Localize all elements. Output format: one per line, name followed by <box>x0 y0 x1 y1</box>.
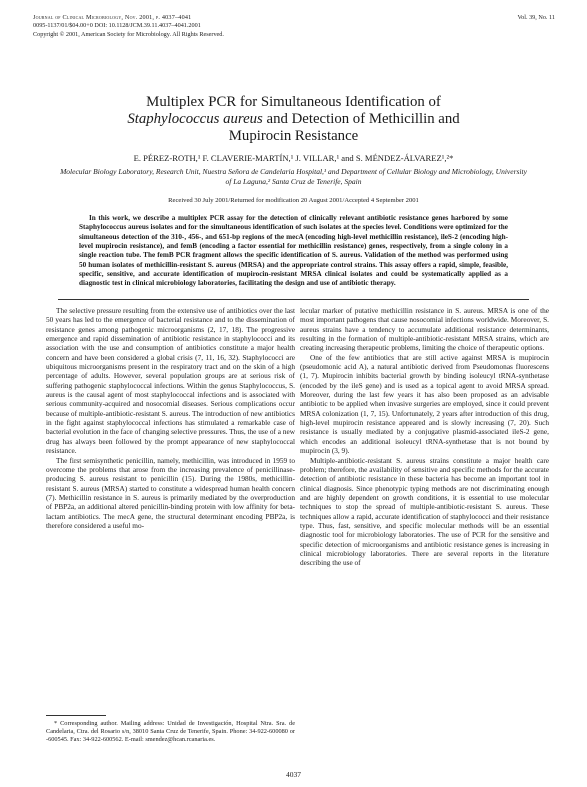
body-paragraph: The selective pressure resulting from the extensive use of antibiotics over the last 50 years has led to the emergence of bacterial resistance and to the dissemination of resistance genes among pathogenic microorganisms (2, 17, 18). The progressive emergence and rapid dissemination of antibiotic resistance in staphylococci and its association with the use and consumption of antibiotics constitute a major health concern and have been considered a global crisis (7, 11, 16, 32). Staphylococci are ubiquitous microorganisms present in the respiratory tract and on the skin of a high percentage of adults. However, several population groups are at serious risk of suffering pathogenic staphylococcal infections. Within the genus Staphylococcus, S. aureus is the causal agent of most staphylococcal infections and is associated with serious community-acquired and nosocomial diseases. Serious complications occur because of multiple-antibiotic-resistant S. aureus. The introduction of new antibiotics in the fight against staphylococcal infections has stimulated a remarkable case of bacterial evolution in the face of changing selective pressures. Thus, the use of a new drug has always been followed by the prompt appearance of new staphylococcal resistance. <box>46 306 295 456</box>
affiliations: Molecular Biology Laboratory, Research Unit, Nuestra Señora de Candelaria Hospital,¹ and Department of Cellular Biology and Microbiology, University of La Laguna,² Santa Cruz de Tenerife, Spain <box>60 167 527 186</box>
abstract-divider <box>58 299 529 300</box>
title-line-3: Mupirocin Resistance <box>228 128 359 144</box>
footnote-divider <box>46 715 106 716</box>
journal-header <box>33 14 555 39</box>
article-title <box>40 94 547 145</box>
abstract: In this work, we describe a multiplex PCR assay for the detection of clinically relevant antibiotic resistance genes harbored by some Staphylococcus aureus isolates and for the simultaneous identification of such isolates at the species level. Conditions were optimized for the simultaneous detection of the 310-, 456-, and 651-bp regions of the mecA (encoding high-level methicillin resistance), ileS-2 (encoding high-level mupirocin resistance), and femB (encoding a factor essential for methicillin resistance) genes, respectively, from a single colony in a single reaction tube. The femB PCR fragment allows the specific identification of S. aureus. Validation of the method was performed using 50 human isolates of methicillin-resistant S. aureus (MRSA) and the appropriate control strains. This assay offers a rapid, simple, feasible, specific, sensitive, and accurate identification of mupirocin-resistant MRSA clinical isolates and could be systematically applied as a diagnostic test in clinical microbiology laboratories, facilitating the design and use of antibiotic therapy. <box>79 214 508 288</box>
body-paragraph: Multiple-antibiotic-resistant S. aureus strains constitute a major health care problem; therefore, the availability of sensitive and specific methods for the accurate detection of antibiotic resistance in these bacteria has become an important tool in clinical diagnosis. Since phenotypic typing methods are not discriminating enough and are highly dependent on growth conditions, it is essential to use molecular techniques to stop the spread of multiple-antibiotic-resistant S. aureus. These techniques allow a rapid, accurate identification of staphylococci and their resistance type. Thus, fast, sensitive, and specific molecular methods will be an essential diagnostic tool for microbiology laboratories. The use of PCR for the sensitive and specific detection of microorganisms and antibiotic resistance genes is increasing in clinical microbiology laboratories. There are several reports in the literature describing the use of <box>300 455 549 568</box>
journal-citation: Journal of Clinical Microbiology, Nov. 2001, p. 4037–4041 <box>33 14 192 21</box>
right-column <box>300 306 549 568</box>
corresponding-author-footnote: * Corresponding author. Mailing address: Unidad de Investigación, Hospital Ntra. Sra. de Candelaria, Ctra. del Rosario s/n, 38010 Santa Cruz de Tenerife, Spain. Phone: 34-922-600080 or -600545. Fax: 34-922-600562. E-mail: smendez@hcan.rcanaria.es. <box>46 720 295 744</box>
volume-issue: Vol. 39, No. 11 <box>517 14 555 21</box>
received-dates: Received 30 July 2001/Returned for modification 20 August 2001/Accepted 4 September 2001 <box>168 197 419 204</box>
title-line-2 <box>40 111 547 128</box>
author-list: E. PÉREZ-ROTH,¹ F. CLAVERIE-MARTÍN,¹ J. VILLAR,¹ and S. MÉNDEZ-ÁLVAREZ¹,²* <box>133 153 454 163</box>
left-column <box>46 306 295 530</box>
title-line-1: Multiplex PCR for Simultaneous Identification of <box>146 94 441 110</box>
title-line-2-rest: and Detection of Methicillin and <box>262 111 460 127</box>
body-paragraph: One of the few antibiotics that are still active against MRSA is mupirocin (pseudomonic acid A), a natural antibiotic derived from Pseudomonas fluorescens (1, 7). Mupirocin inhibits bacterial growth by binding isoleucyl tRNA-synthetase (encoded by the ileS gene) and is used as a topical agent to avoid MRSA spread. Moreover, during the last few years it has also been proposed as an advisable antibiotic to be applied when invasive surgeries are employed, since it could prevent MRSA colonization (1, 7, 15). Unfortunately, 2 years after introduction of this drug, high-level mupirocin resistance appeared and is slowly increasing (7, 20). Such resistance is usually mediated by a conjugative plasmid-associated ileS-2 gene, which encodes an additional isoleucyl tRNA-synthetase that is not bound by mupirocin (3, 9). <box>300 352 549 456</box>
title-organism: Staphylococcus aureus <box>127 111 263 127</box>
issn-doi: 0095-1137/01/$04.00+0 DOI: 10.1128/JCM.39.11.4037–4041.2001 <box>33 22 201 30</box>
body-paragraph: lecular marker of putative methicillin resistance in S. aureus. MRSA is one of the most important pathogens that cause nosocomial infections worldwide. Moreover, S. aureus strains have a tendency to accumulate additional resistance determinants, resulting in the formation of multiple-antibiotic-resistant MRSA strains, which are creating increasing therapeutic problems, limiting the choice of therapeutic options. <box>300 306 549 353</box>
page-number: 4037 <box>286 770 301 779</box>
copyright: Copyright © 2001, American Society for Microbiology. All Rights Reserved. <box>33 30 224 38</box>
body-paragraph: The first semisynthetic penicillin, namely, methicillin, was introduced in 1959 to overcome the problems that arose from the increasing prevalence of penicillinase-producing S. aureus resistant to penicillin (15). During the 1980s, methicillin-resistant S. aureus (MRSA) started to constitute a widespread human health concern (7). Methicillin resistance in S. aureus is primarily mediated by the overproduction of PBP2a, an additional altered penicillin-binding protein with low affinity for beta-lactam antibiotics. The mecA gene, the structural determinant encoding PBP2a, is therefore considered a useful mo- <box>46 455 295 530</box>
